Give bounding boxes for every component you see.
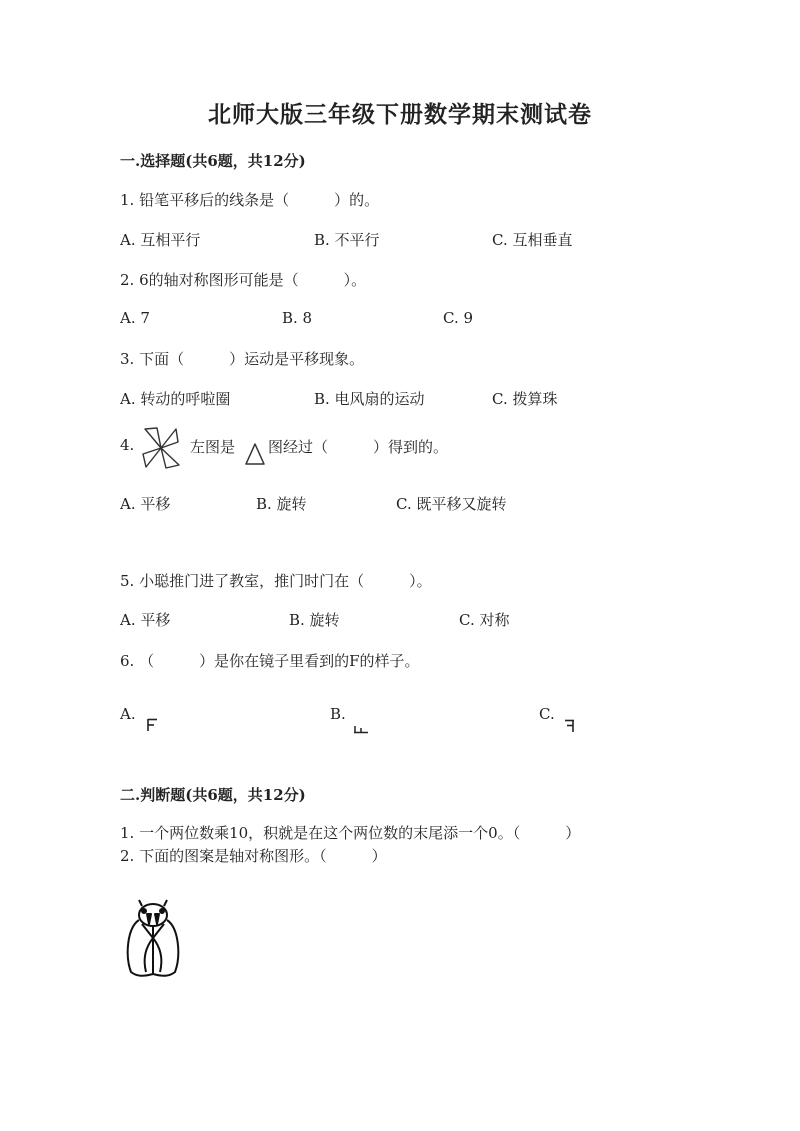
- option-1-6-b[interactable]: B.: [330, 705, 346, 723]
- question-1-2: 2. 6的轴对称图形可能是（ ）。: [120, 271, 367, 289]
- option-1-4-c[interactable]: C. 既平移又旋转: [396, 495, 507, 513]
- cicada-pattern-icon: [122, 898, 184, 980]
- option-1-3-a[interactable]: A. 转动的呼啦圈: [120, 390, 231, 408]
- question-1-4-text-b: 图经过（ ）得到的。: [268, 438, 449, 456]
- option-1-5-c[interactable]: C. 对称: [459, 611, 510, 629]
- option-1-5-a[interactable]: A. 平移: [120, 611, 171, 629]
- option-1-5-b[interactable]: B. 旋转: [289, 611, 340, 629]
- question-1-6: 6. （ ）是你在镜子里看到的F的样子。: [120, 652, 420, 670]
- option-1-1-c[interactable]: C. 互相垂直: [492, 231, 573, 249]
- option-1-4-b[interactable]: B. 旋转: [256, 495, 307, 513]
- option-1-6-a[interactable]: A.: [120, 705, 136, 723]
- option-1-2-c[interactable]: C. 9: [443, 309, 474, 327]
- option-1-1-a[interactable]: A. 互相平行: [120, 231, 201, 249]
- section-heading-judgement: 二.判断题(共6题，共12分): [120, 786, 306, 804]
- question-1-1: 1. 铅笔平移后的线条是（ ）的。: [120, 191, 380, 209]
- option-1-6-c[interactable]: C.: [539, 705, 555, 723]
- f-glyph-a-icon: [146, 718, 158, 732]
- question-1-4-number: 4.: [120, 436, 135, 454]
- f-glyph-b-icon: [353, 724, 369, 734]
- question-1-5: 5. 小聪推门进了教室，推门时门在（ ）。: [120, 572, 432, 590]
- option-1-1-b[interactable]: B. 不平行: [314, 231, 380, 249]
- section-heading-choice: 一.选择题(共6题，共12分): [120, 152, 306, 170]
- triangle-figure-icon: [244, 442, 266, 466]
- question-1-4-text-a: 左图是: [190, 438, 236, 456]
- option-1-2-b[interactable]: B. 8: [282, 309, 313, 327]
- option-1-3-b[interactable]: B. 电风扇的运动: [314, 390, 425, 408]
- f-glyph-c-icon: [564, 719, 576, 733]
- question-1-3: 3. 下面（ ）运动是平移现象。: [120, 350, 365, 368]
- page-title: 北师大版三年级下册数学期末测试卷: [208, 101, 592, 128]
- question-2-2: 2. 下面的图案是轴对称图形。（ ）: [120, 847, 387, 865]
- option-1-3-c[interactable]: C. 拨算珠: [492, 390, 558, 408]
- option-1-4-a[interactable]: A. 平移: [120, 495, 171, 513]
- question-2-1: 1. 一个两位数乘10，积就是在这个两位数的末尾添一个0。（ ）: [120, 824, 581, 842]
- option-1-2-a[interactable]: A. 7: [120, 309, 150, 327]
- pinwheel-figure-icon: [140, 425, 182, 471]
